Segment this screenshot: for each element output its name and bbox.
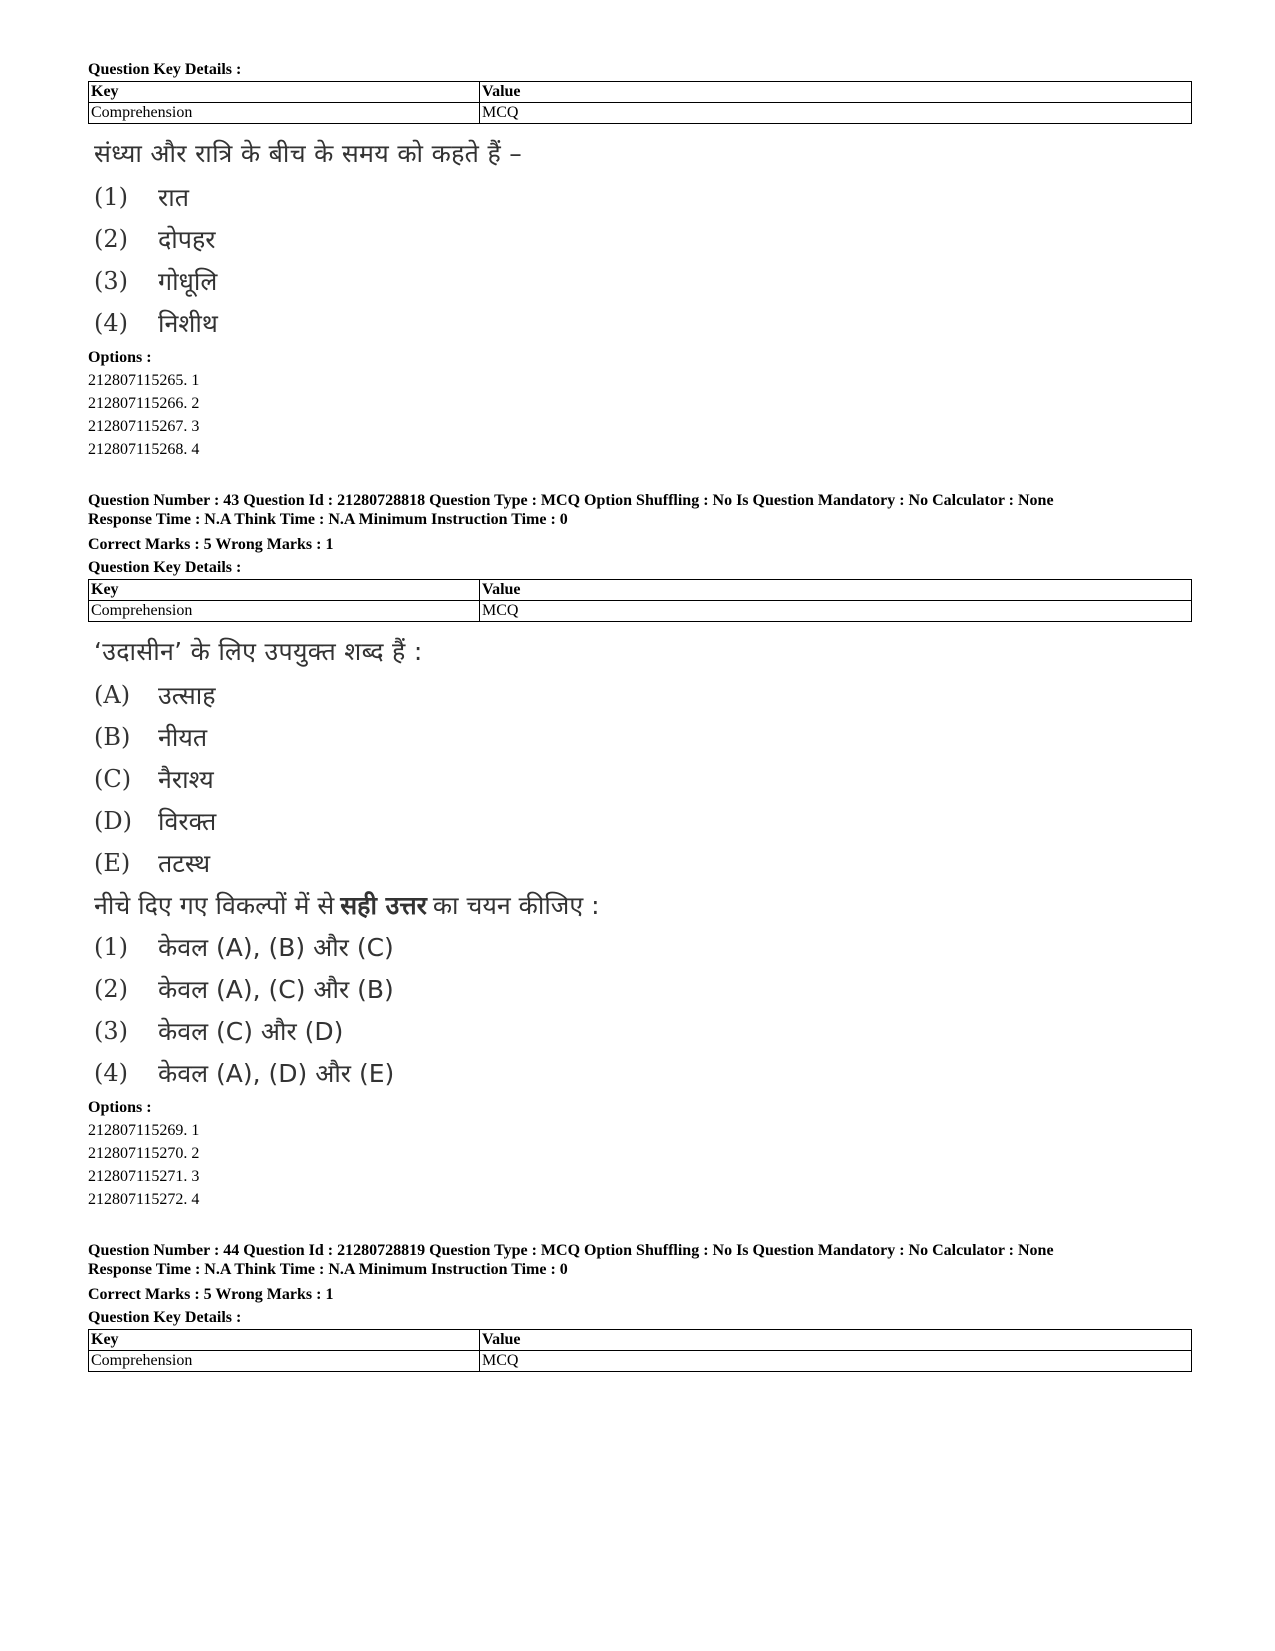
choice-text: गोधूलि: [158, 267, 218, 296]
question-header: Question Number : 44 Question Id : 21280728819 Question Type : MCQ Option Shuffling : No Is Question Mandatory : No Calculator : None: [88, 1242, 1054, 1259]
choice-text: केवल (A), (D) और (E): [158, 1059, 395, 1088]
choice-number: (3): [94, 267, 128, 295]
table-row: [89, 601, 1192, 622]
statement-text: उत्साह: [158, 681, 216, 710]
choice-number: (1): [94, 183, 128, 211]
question-timing: Response Time : N.A Think Time : N.A Minimum Instruction Time : 0: [88, 1261, 568, 1278]
key-details-label: Question Key Details :: [88, 1309, 242, 1326]
option-id: 212807115271. 3: [88, 1168, 200, 1185]
instruction-bold: सही उत्तर: [340, 891, 427, 920]
question-marks: Correct Marks : 5 Wrong Marks : 1: [88, 536, 334, 553]
option-id: 212807115267. 3: [88, 418, 200, 435]
choice-text: केवल (A), (C) और (B): [158, 975, 394, 1004]
value-header: Value: [480, 580, 1192, 601]
choice-number: (4): [94, 309, 128, 337]
question-text: ‘उदासीन’ के लिए उपयुक्त शब्द हैं :: [94, 637, 423, 666]
choice-item: [94, 302, 1192, 344]
key-details-label: Question Key Details :: [88, 61, 242, 78]
choice-number: (4): [94, 1059, 128, 1087]
statement-label: (A): [94, 681, 131, 709]
key-cell: Comprehension: [89, 601, 480, 622]
instruction-pre: नीचे दिए गए विकल्पों में से: [94, 891, 335, 920]
option-id: 212807115266. 2: [88, 395, 200, 412]
value-cell: MCQ: [480, 1351, 1192, 1372]
choice-item: [94, 1052, 1192, 1094]
value-header: Value: [480, 1330, 1192, 1351]
statement-text: नीयत: [158, 723, 208, 752]
statement-item: [94, 758, 1192, 800]
key-details-label: Question Key Details :: [88, 559, 242, 576]
choice-text: केवल (C) और (D): [158, 1017, 344, 1046]
statement-label: (E): [94, 849, 131, 877]
choice-item: [94, 260, 1192, 302]
key-header: Key: [89, 580, 480, 601]
statement-label: (D): [94, 807, 132, 835]
statement-label: (C): [94, 765, 132, 793]
question-header: Question Number : 43 Question Id : 21280728818 Question Type : MCQ Option Shuffling : No Is Question Mandatory : No Calculator : None: [88, 492, 1054, 509]
key-details-table: [88, 579, 1192, 622]
option-id: 212807115269. 1: [88, 1122, 200, 1139]
question-marks: Correct Marks : 5 Wrong Marks : 1: [88, 1286, 334, 1303]
choice-number: (1): [94, 933, 128, 961]
statement-item: [94, 674, 1192, 716]
option-id: 212807115265. 1: [88, 372, 200, 389]
choice-text: रात: [158, 183, 189, 212]
choice-text: केवल (A), (B) और (C): [158, 933, 394, 962]
table-row: [89, 1351, 1192, 1372]
key-details-table: [88, 1329, 1192, 1372]
choice-number: (2): [94, 225, 128, 253]
option-id: 212807115270. 2: [88, 1145, 200, 1162]
choice-item: [94, 1010, 1192, 1052]
key-details-table: [88, 81, 1192, 124]
statement-label: (B): [94, 723, 131, 751]
statement-text: नैराश्य: [158, 765, 214, 794]
document-page: [88, 58, 1192, 1372]
choice-item: [94, 968, 1192, 1010]
instruction-post: का चयन कीजिए :: [432, 891, 600, 920]
table-row: [89, 103, 1192, 124]
options-label: Options :: [88, 349, 152, 366]
choice-number: (3): [94, 1017, 128, 1045]
choice-item: [94, 218, 1192, 260]
choice-number: (2): [94, 975, 128, 1003]
instruction-text: [94, 884, 1192, 926]
statement-item: [94, 842, 1192, 884]
choice-text: निशीथ: [158, 309, 218, 338]
options-label: Options :: [88, 1099, 152, 1116]
statement-text: विरक्त: [158, 807, 217, 836]
table-header-row: [89, 1330, 1192, 1351]
statement-item: [94, 800, 1192, 842]
choice-text: दोपहर: [158, 225, 216, 254]
choice-item: [94, 926, 1192, 968]
key-header: Key: [89, 1330, 480, 1351]
value-cell: MCQ: [480, 103, 1192, 124]
choice-item: [94, 176, 1192, 218]
key-cell: Comprehension: [89, 1351, 480, 1372]
statement-item: [94, 716, 1192, 758]
key-cell: Comprehension: [89, 103, 480, 124]
value-cell: MCQ: [480, 601, 1192, 622]
key-header: Key: [89, 82, 480, 103]
table-header-row: [89, 580, 1192, 601]
table-header-row: [89, 82, 1192, 103]
question-timing: Response Time : N.A Think Time : N.A Minimum Instruction Time : 0: [88, 511, 568, 528]
option-id: 212807115268. 4: [88, 441, 200, 458]
question-text: संध्या और रात्रि के बीच के समय को कहते हैं –: [94, 139, 523, 168]
option-id: 212807115272. 4: [88, 1191, 200, 1208]
value-header: Value: [480, 82, 1192, 103]
statement-text: तटस्थ: [158, 849, 211, 878]
